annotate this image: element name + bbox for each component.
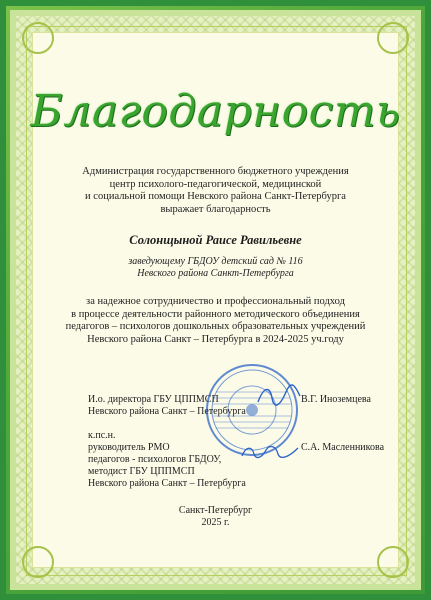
signature-2 (240, 440, 300, 464)
recipient-position (0, 256, 431, 280)
intro-text (0, 166, 431, 216)
signer2-line: к.пс.н. (88, 430, 116, 441)
intro-line: Администрация государственного бюджетного учреждения (82, 166, 349, 177)
signer2-line: педагогов - психологов ГБДОУ, (88, 454, 222, 465)
intro-line: выражает благодарность (160, 203, 271, 215)
corner-ornament (22, 22, 54, 54)
signer1-title (88, 394, 246, 418)
corner-ornament (22, 546, 54, 578)
footer-year: 2025 г. (201, 517, 230, 528)
reason-line: педагогов – психологов дошкольных образовательных учреждений (65, 321, 366, 332)
footer-city: Санкт-Петербург (178, 505, 253, 516)
reason-text (0, 296, 431, 346)
position-line: Невского района Санкт-Петербурга (137, 268, 294, 279)
signer2-name: С.А. Масленникова (301, 442, 385, 453)
signer1-line: Невского района Санкт – Петербурга (88, 406, 246, 417)
signer2-line: методист ГБУ ЦППМСП (88, 466, 195, 477)
footer (0, 505, 431, 529)
signer2-title (88, 430, 246, 490)
reason-line: Невского района Санкт – Петербурга в 2024-2025 уч.году (87, 333, 344, 345)
signature-1 (256, 382, 302, 408)
signer1-name: В.Г. Иноземцева (301, 394, 371, 405)
signer1-line: И.о. директора ГБУ ЦППМСП (88, 394, 219, 405)
reason-line: в процессе деятельности районного методического объединения (71, 308, 360, 320)
reason-line: за надежное сотрудничество и профессиональный подход (86, 296, 345, 307)
signer2-line: руководитель РМО (88, 442, 170, 453)
intro-line: центр психолого-педагогической, медицинской (109, 178, 322, 190)
intro-line: и социальной помощи Невского района Санкт-Петербурга (85, 191, 346, 202)
recipient-name: Солонщыной Раисе Равильевне (129, 233, 302, 247)
corner-ornament (377, 546, 409, 578)
certificate-title: Благодарность (30, 86, 401, 137)
signer2-line: Невского района Санкт – Петербурга (88, 478, 246, 489)
position-line: заведующему ГБДОУ детский сад № 116 (128, 256, 303, 267)
corner-ornament (377, 22, 409, 54)
